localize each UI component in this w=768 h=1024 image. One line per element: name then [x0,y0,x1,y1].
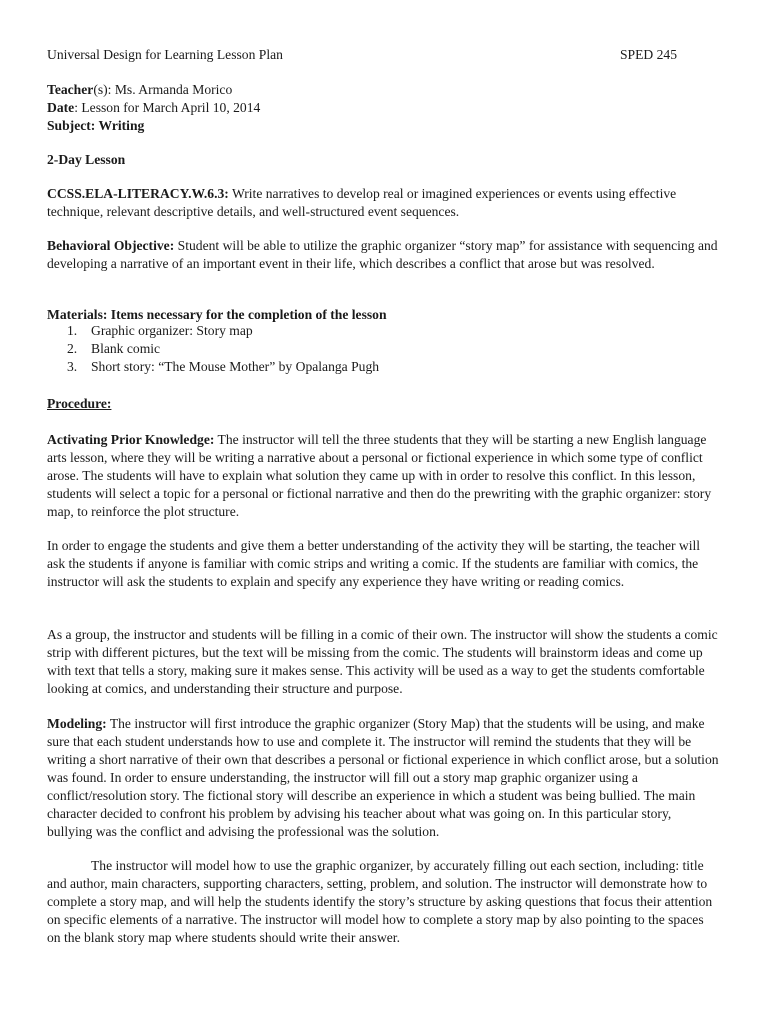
teacher-value: Ms. Armanda Morico [114,82,233,97]
list-item: 1. Graphic organizer: Story map [67,323,253,338]
standard-text: Write narratives to develop real or imagined experiences or events using effective technique, relevant descriptive details, and well-structured event sequences. [47,186,677,219]
lesson-length: 2-Day Lesson [47,152,126,167]
modeling-paragraph-2: The instructor will model how to use the graphic organizer, by accurately filling out each section, including: title and author, main characters, supporting characters, setting, problem, and solution. The instructor will demonstrate how to complete a story map, and will help the students identify the story’s structure by asking questions that focus their attention on specific elements of a narrative. The instructor will model how to complete a story map by also pointing to the spaces on the blank story map where students should write their answer. [47,858,713,945]
objective-label: Behavioral Objective: [47,238,175,253]
list-item: 3. Short story: “The Mouse Mother” by Opalanga Pugh [67,359,380,374]
modeling-label: Modeling: [47,716,107,731]
teacher-line [47,81,719,99]
materials-heading: Materials: Items necessary for the completion of the lesson [47,307,387,322]
subject-label: Subject: Writing [47,118,145,133]
group-paragraph: As a group, the instructor and students will be filling in a comic of their own. The instructor will show the students a comic strip with different pictures, but the text will be missing from the comic. The students will brainstorm ideas and come up with text that tells a story, making sure it makes sense. This activity will be used as a way to get the students comfortable looking at comics, and understanding their structure and purpose. [47,627,718,696]
procedure-heading: Procedure: [47,396,112,411]
list-item: 2. Blank comic [67,341,161,356]
modeling-paragraph [47,715,719,841]
engage-paragraph: In order to engage the students and give them a better understanding of the activity they will be starting, the teacher will ask the students if anyone is familiar with comic strips and writing a comic. If the students are familiar with comics, the instructor will ask the students to explain and specify any experience they have writing or reading comics. [47,538,701,589]
date-line [47,99,719,117]
date-label: Date [47,100,75,115]
teacher-suffix: (s): [93,82,115,97]
modeling-text: The instructor will first introduce the graphic organizer (Story Map) that the students will be using, and make sure that each student understands how to use and complete it. The instructor will remind the students that they will be writing a short narrative of their own that describes a personal or fictional experience in which conflict arose, but a solution was found. In order to ensure understanding, the instructor will fill out a story map graphic organizer using a conflict/resolution story. The fictional story will describe an experience in which a student was being bullied. The main character decided to confront his problem by advising his teacher about what was going on. In this particular story, bullying was the conflict and advising the professional was the solution. [47,716,719,839]
teacher-label: Teacher [47,82,94,97]
date-value: : Lesson for March April 10, 2014 [74,100,261,115]
apk-paragraph [47,431,719,521]
standard-label: CCSS.ELA-LITERACY.W.6.3: [47,186,229,201]
course-code: SPED 245 [620,47,678,62]
objective-paragraph [47,237,719,273]
apk-label: Activating Prior Knowledge: [47,432,215,447]
document-title: Universal Design for Learning Lesson Plan [47,47,283,62]
apk-text: The instructor will tell the three students that they will be starting a new English language arts lesson, where they will be writing a narrative about a personal or fictional experience in which some type of conflict arose. The students will have to explain what solution they came up with in order to resolve this conflict. In this lesson, students will select a topic for a personal or fictional narrative and then do the prewriting with the graphic organizer: story map, to reinforce the plot structure. [47,432,712,519]
standard-paragraph [47,185,719,221]
objective-text: Student will be able to utilize the graphic organizer “story map” for assistance with sequencing and developing a narrative of an important event in their life, which describes a conflict that arose but was resolved. [47,238,718,271]
subject-line [47,117,719,135]
materials-list [47,322,647,376]
